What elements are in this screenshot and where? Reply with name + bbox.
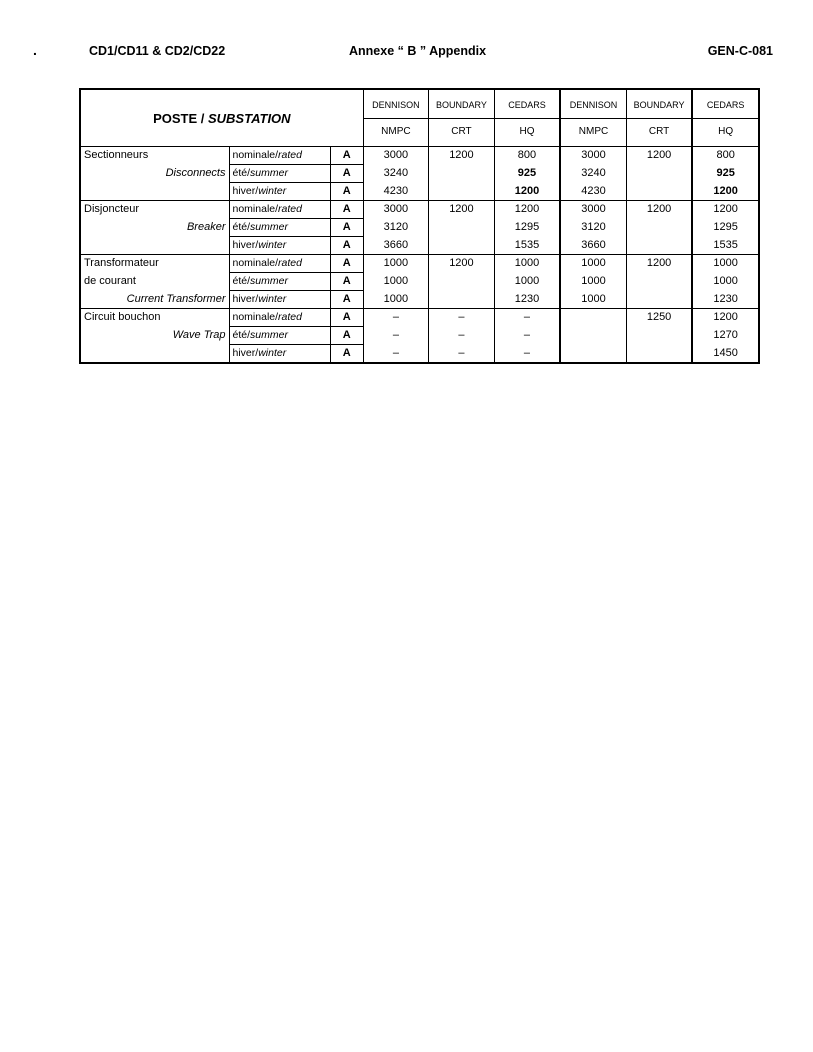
value-cell: 4230 xyxy=(560,183,626,201)
value-cell: 3000 xyxy=(560,201,626,219)
unit-cell: A xyxy=(330,183,363,201)
column-header-utility: NMPC xyxy=(578,125,609,137)
condition-fr: hiver/ xyxy=(232,185,259,197)
column-header xyxy=(363,89,429,147)
condition-en: summer xyxy=(250,329,288,341)
unit-cell: A xyxy=(330,201,363,219)
ratings-table xyxy=(79,88,760,364)
column-header xyxy=(692,89,759,147)
value-cell xyxy=(626,273,692,291)
value-cell: – xyxy=(363,327,429,345)
value-cell xyxy=(626,183,692,201)
substation-header xyxy=(80,89,363,147)
value-cell: 1000 xyxy=(560,291,626,309)
value-cell: 1250 xyxy=(626,309,692,327)
condition-en: winter xyxy=(258,239,287,251)
value-cell: 3120 xyxy=(560,219,626,237)
condition-en: winter xyxy=(258,185,287,197)
column-header xyxy=(494,89,560,147)
value-cell: – xyxy=(363,309,429,327)
column-header-site: CEDARS xyxy=(495,92,560,119)
value-cell: 925 xyxy=(494,165,560,183)
table-row xyxy=(80,255,759,273)
page-header xyxy=(0,44,813,64)
unit-cell: A xyxy=(330,273,363,291)
value-cell: 1000 xyxy=(560,273,626,291)
value-cell: 925 xyxy=(692,165,759,183)
table-header-row xyxy=(80,89,759,147)
value-cell xyxy=(429,237,495,255)
column-header-site: CEDARS xyxy=(693,92,758,119)
value-cell: 800 xyxy=(692,147,759,165)
value-cell: 1270 xyxy=(692,327,759,345)
equipment-name: Transformateur xyxy=(84,257,159,270)
value-cell: 3000 xyxy=(363,201,429,219)
condition-cell xyxy=(229,183,330,201)
unit-cell: A xyxy=(330,345,363,364)
table-row xyxy=(80,291,759,309)
value-cell xyxy=(429,291,495,309)
condition-fr: hiver/ xyxy=(232,239,259,251)
value-cell: 3240 xyxy=(560,165,626,183)
value-cell xyxy=(429,183,495,201)
value-cell: 1200 xyxy=(692,201,759,219)
table-row xyxy=(80,183,759,201)
condition-cell xyxy=(229,327,330,345)
table-row xyxy=(80,345,759,364)
column-header-utility: CRT xyxy=(648,125,670,137)
value-cell: 1450 xyxy=(692,345,759,364)
header-bullet: . xyxy=(33,42,37,58)
value-cell xyxy=(626,345,692,364)
unit-cell: A xyxy=(330,237,363,255)
condition-cell xyxy=(229,219,330,237)
column-header xyxy=(429,89,495,147)
value-cell: 3120 xyxy=(363,219,429,237)
table-row xyxy=(80,309,759,327)
column-header-utility: NMPC xyxy=(381,125,411,137)
equipment-name: Wave Trap xyxy=(172,329,226,341)
value-cell: 1200 xyxy=(626,201,692,219)
condition-en: summer xyxy=(250,275,288,287)
column-header xyxy=(560,89,626,147)
value-cell: – xyxy=(494,309,560,327)
value-cell xyxy=(626,291,692,309)
unit-cell: A xyxy=(330,291,363,309)
value-cell xyxy=(560,327,626,345)
condition-cell xyxy=(229,291,330,309)
value-cell xyxy=(429,273,495,291)
condition-en: rated xyxy=(278,257,302,269)
value-cell: – xyxy=(494,327,560,345)
header-annex-title: Annexe “ B ” Appendix xyxy=(349,44,487,58)
value-cell xyxy=(626,327,692,345)
table-row xyxy=(80,273,759,291)
value-cell: 3000 xyxy=(363,147,429,165)
equipment-name: Circuit bouchon xyxy=(84,311,161,324)
value-cell: 1200 xyxy=(429,147,495,165)
substation-header-fr: POSTE / xyxy=(153,110,205,126)
table-row xyxy=(80,201,759,219)
condition-fr: nominale/ xyxy=(232,311,279,323)
value-cell: 1200 xyxy=(692,183,759,201)
value-cell xyxy=(626,237,692,255)
equipment-name: Sectionneurs xyxy=(84,149,149,162)
value-cell: 3240 xyxy=(363,165,429,183)
value-cell: 1295 xyxy=(692,219,759,237)
value-cell: 3000 xyxy=(560,147,626,165)
value-cell xyxy=(560,345,626,364)
table-row xyxy=(80,165,759,183)
equipment-name: Breaker xyxy=(186,221,226,233)
value-cell: – xyxy=(429,345,495,364)
value-cell xyxy=(560,309,626,327)
table-body xyxy=(80,147,759,364)
value-cell: 1000 xyxy=(560,255,626,273)
condition-fr: hiver/ xyxy=(232,347,259,359)
header-document-code: CD1/CD11 & CD2/CD22 xyxy=(89,44,226,58)
value-cell: 1000 xyxy=(494,255,560,273)
table-row xyxy=(80,237,759,255)
value-cell: 4230 xyxy=(363,183,429,201)
unit-cell: A xyxy=(330,147,363,165)
column-header-utility: HQ xyxy=(718,125,734,137)
condition-cell xyxy=(229,273,330,291)
column-header xyxy=(626,89,692,147)
condition-cell xyxy=(229,147,330,165)
condition-fr: nominale/ xyxy=(232,257,279,269)
value-cell: 1230 xyxy=(494,291,560,309)
value-cell: 1535 xyxy=(692,237,759,255)
condition-en: summer xyxy=(250,167,288,179)
value-cell: 1000 xyxy=(692,255,759,273)
condition-en: rated xyxy=(278,311,302,323)
value-cell: 1200 xyxy=(626,255,692,273)
column-header-utility: HQ xyxy=(519,125,535,137)
value-cell: 3660 xyxy=(363,237,429,255)
value-cell: 1200 xyxy=(692,309,759,327)
condition-en: summer xyxy=(250,221,288,233)
condition-cell xyxy=(229,255,330,273)
condition-en: winter xyxy=(258,347,287,359)
column-header-site: DENNISON xyxy=(364,92,429,119)
condition-fr: été/ xyxy=(232,329,251,341)
unit-cell: A xyxy=(330,327,363,345)
condition-cell xyxy=(229,309,330,327)
value-cell: 1295 xyxy=(494,219,560,237)
value-cell xyxy=(626,165,692,183)
value-cell: 1200 xyxy=(429,255,495,273)
value-cell xyxy=(626,219,692,237)
column-header-site: DENNISON xyxy=(561,92,626,119)
table-row xyxy=(80,219,759,237)
column-header-utility: CRT xyxy=(451,125,472,137)
value-cell: 1000 xyxy=(363,291,429,309)
condition-fr: hiver/ xyxy=(232,293,259,305)
condition-fr: été/ xyxy=(232,221,251,233)
condition-en: rated xyxy=(278,203,302,215)
value-cell: 3660 xyxy=(560,237,626,255)
unit-cell: A xyxy=(330,165,363,183)
value-cell: 1200 xyxy=(429,201,495,219)
value-cell: 1000 xyxy=(494,273,560,291)
value-cell: – xyxy=(363,345,429,364)
value-cell: 1000 xyxy=(363,255,429,273)
equipment-name: de courant xyxy=(84,275,136,287)
value-cell: 1535 xyxy=(494,237,560,255)
condition-fr: été/ xyxy=(232,275,251,287)
column-header-site: BOUNDARY xyxy=(627,92,692,119)
value-cell: 1230 xyxy=(692,291,759,309)
unit-cell: A xyxy=(330,255,363,273)
unit-cell: A xyxy=(330,219,363,237)
condition-cell xyxy=(229,201,330,219)
substation-header-en: SUBSTATION xyxy=(207,110,291,126)
table-row xyxy=(80,327,759,345)
condition-fr: nominale/ xyxy=(232,149,279,161)
table-row xyxy=(80,147,759,165)
header-reference: GEN-C-081 xyxy=(707,44,773,58)
equipment-name: Disconnects xyxy=(165,167,226,179)
condition-en: winter xyxy=(258,293,287,305)
value-cell: 1000 xyxy=(363,273,429,291)
condition-cell xyxy=(229,237,330,255)
value-cell xyxy=(429,165,495,183)
value-cell: 1200 xyxy=(494,183,560,201)
value-cell: 800 xyxy=(494,147,560,165)
value-cell: 1000 xyxy=(692,273,759,291)
condition-cell xyxy=(229,165,330,183)
condition-en: rated xyxy=(278,149,302,161)
value-cell: – xyxy=(494,345,560,364)
condition-fr: nominale/ xyxy=(232,203,279,215)
unit-cell: A xyxy=(330,309,363,327)
equipment-name: Disjoncteur xyxy=(84,203,140,216)
column-header-site: BOUNDARY xyxy=(429,92,494,119)
equipment-name: Current Transformer xyxy=(126,292,226,305)
value-cell: 1200 xyxy=(626,147,692,165)
value-cell: – xyxy=(429,327,495,345)
value-cell: – xyxy=(429,309,495,327)
value-cell xyxy=(429,219,495,237)
condition-fr: été/ xyxy=(232,167,251,179)
value-cell: 1200 xyxy=(494,201,560,219)
condition-cell xyxy=(229,345,330,364)
